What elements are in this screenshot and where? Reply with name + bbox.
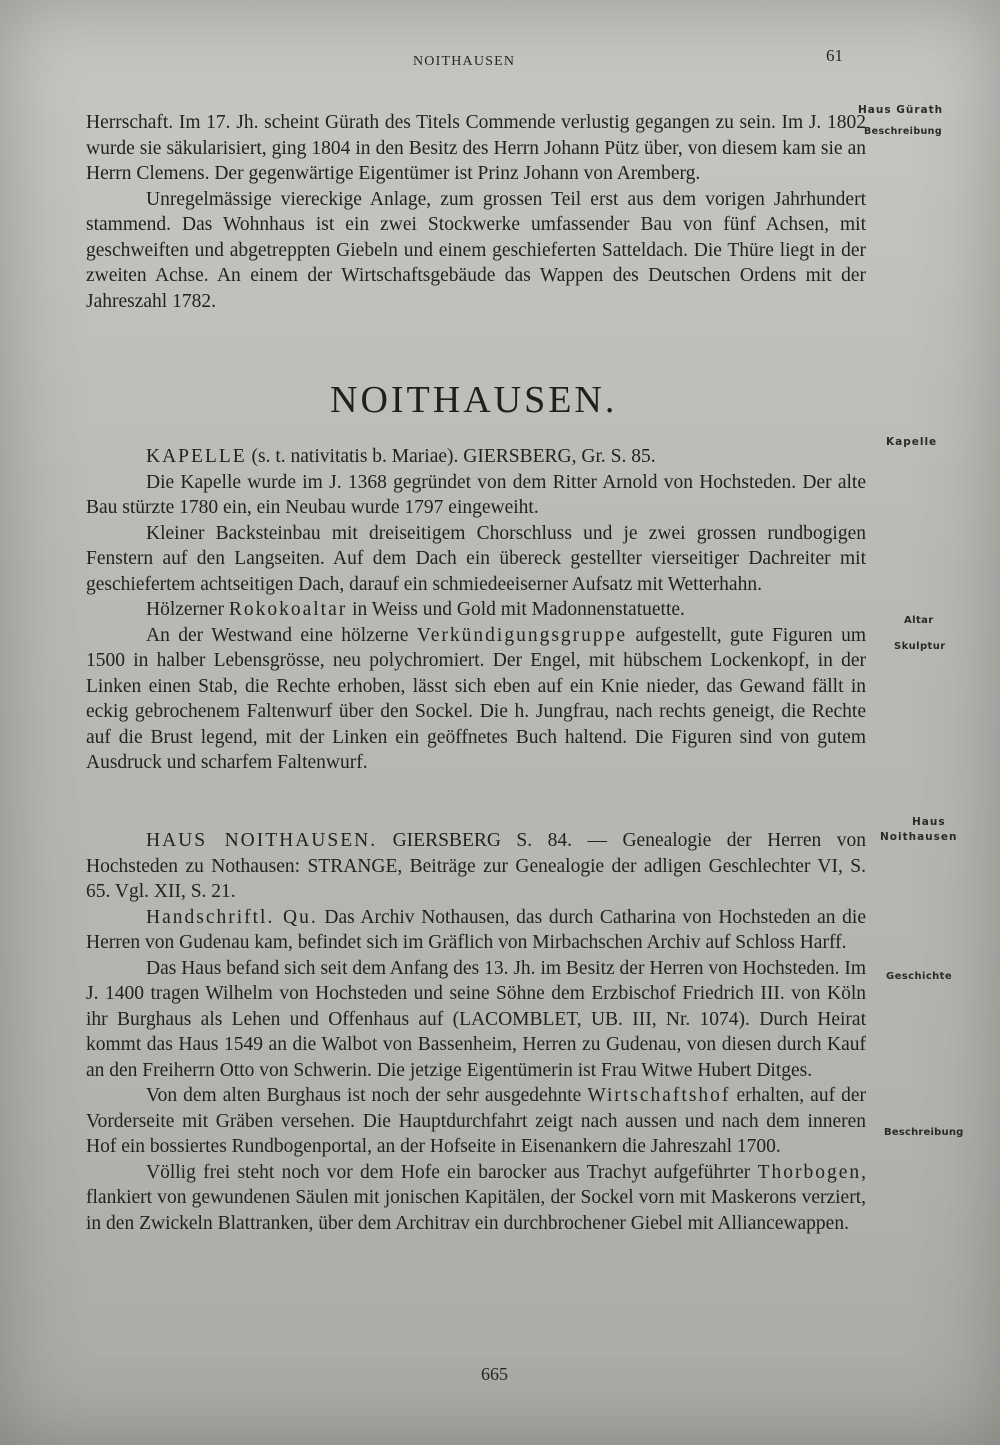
margin-note-beschreibung: Beschreibung bbox=[864, 126, 943, 137]
paragraph bbox=[86, 623, 866, 776]
paragraph: Kleiner Backsteinbau mit dreiseitigem Chorschluss und je zwei grossen rundbogigen Fenstern auf den Langseiten. Auf dem Dach ein übereck gestellter vierseitiger Dachreiter mit geschiefertem achtseitigen Dach, darauf ein schmiedeeiserner Aufsatz mit Wetterhahn. bbox=[86, 522, 866, 595]
emphasis: Wirtschaftshof bbox=[587, 1085, 731, 1106]
kapelle-section bbox=[86, 444, 866, 776]
haus-lead: HAUS NOITHAUSEN. bbox=[146, 830, 378, 851]
section-lead bbox=[86, 828, 866, 905]
paragraph bbox=[86, 1083, 866, 1160]
margin-note-skulptur: Skulptur bbox=[894, 641, 946, 652]
kapelle-lead: KAPELLE bbox=[146, 446, 247, 467]
paragraph bbox=[86, 1160, 866, 1237]
margin-note-beschreibung-2: Beschreibung bbox=[884, 1127, 964, 1138]
text-span: erhalten, auf der Vorderseite mit Gräben versehen. Die Hauptdurchfahrt zeigt nach aussen und nach dem inneren Hof ein bossiertes Rundbogenportal, an der Hofseite in Eisenankern die Jahreszahl 1700. bbox=[86, 1085, 867, 1157]
margin-note-noithausen: Noithausen bbox=[880, 831, 958, 843]
haus-section bbox=[86, 828, 866, 1236]
text-span: in Weiss und Gold mit Madonnenstatuette. bbox=[347, 599, 685, 620]
kapelle-lead-rest: (s. t. nativitatis b. Mariae). GIERSBERG, Gr. S. 85. bbox=[246, 446, 656, 467]
top-text-block bbox=[86, 110, 866, 314]
margin-note-haus-gurath: Haus Gürath bbox=[858, 104, 944, 116]
haus-lead-rest: GIERSBERG S. 84. — Genealogie der Herren von Hochsteden zu Nothausen: STRANGE, Beiträge zur Genealogie der adligen Geschlechter VI, S. 65. Vgl. XII, S. 21. bbox=[86, 830, 866, 902]
paragraph bbox=[86, 905, 866, 956]
text-span: Völlig frei steht noch vor dem Hofe ein barocker aus Trachyt aufgeführter bbox=[146, 1161, 758, 1183]
margin-note-kapelle: Kapelle bbox=[886, 436, 938, 448]
paragraph: Die Kapelle wurde im J. 1368 gegründet von dem Ritter Arnold von Hochsteden. Der alte Bau stürzte 1780 ein, ein Neubau wurde 1797 eingeweiht. bbox=[86, 471, 866, 518]
paragraph bbox=[86, 597, 866, 623]
emphasis: Handschriftl. Qu. bbox=[146, 906, 318, 928]
paragraph: Herrschaft. Im 17. Jh. scheint Gürath des Titels Commende verlustig gegangen zu sein. Im J. 1802 wurde sie säkularisiert, ging 1804 in den Besitz des Herrn Johann Pütz über, von diesem kam sie an Herrn Clemens. Der gegenwärtige Eigentümer ist Prinz Johann von Aremberg. bbox=[86, 112, 866, 184]
emphasis: Thorbogen bbox=[757, 1161, 862, 1183]
section-lead bbox=[86, 444, 866, 470]
margin-note-geschichte: Geschichte bbox=[886, 971, 953, 982]
emphasis: Rokokoaltar bbox=[228, 599, 348, 620]
text-span: Hölzerner bbox=[146, 599, 229, 620]
margin-note-altar: Altar bbox=[904, 615, 934, 626]
text-span: , flankiert von gewundenen Säulen mit jonischen Kapitälen, der Sockel vorn mit Maskerons verziert, in den Zwickeln Blattranken, über dem Architrav ein durchbrochener Giebel mit Alliancewappen. bbox=[86, 1161, 866, 1234]
paragraph: Unregelmässige viereckige Anlage, zum grossen Teil erst aus dem vorigen Jahrhundert stammend. Das Wohnhaus ist ein zwei Stockwerke umfassender Bau von fünf Achsen, mit geschweiften und abgetreppten Giebeln und einem geschieferten Satteldach. Die Thüre liegt in der zweiten Achse. An einem der Wirtschaftsgebäude das Wappen des Deutschen Ordens mit der Jahreszahl 1782. bbox=[86, 188, 866, 312]
margin-note-haus: Haus bbox=[912, 816, 946, 828]
text-span: Das Archiv Nothausen, das durch Catharina von Hochsteden an die Herren von Gudenau kam, befindet sich im Gräflich von Mirbachschen Archiv auf Schloss Harff. bbox=[86, 906, 866, 953]
section-title: NOITHAUSEN. bbox=[330, 379, 618, 421]
paragraph: Das Haus befand sich seit dem Anfang des 13. Jh. im Besitz der Herren von Hochsteden. Im J. 1400 tragen Wilhelm von Hochsteden und seine Söhne dem Erzbischof Friedrich III. von Köln ihr Burghaus als Lehen und Offenhaus auf (LACOMBLET, UB. III, Nr. 1074). Durch Heirat kommt das Haus 1549 an die Walbot von Bassenheim, Herren zu Gudenau, von diesen durch Kauf an den Freiherrn Otto von Schwerin. Die jetzige Eigentümerin ist Frau Witwe Hubert Ditges. bbox=[86, 957, 866, 1081]
page-number-bottom: 665 bbox=[481, 1364, 508, 1384]
emphasis: Verkündigungsgruppe bbox=[416, 624, 628, 646]
text-span: An der Westwand eine hölzerne bbox=[146, 624, 417, 646]
page-number-top: 61 bbox=[826, 46, 843, 65]
running-head: NOITHAUSEN bbox=[413, 54, 516, 69]
text-span: Von dem alten Burghaus ist noch der sehr ausgedehnte bbox=[146, 1085, 588, 1106]
text-span: aufgestellt, gute Figuren um 1500 in halber Lebensgrösse, neu polychromiert. Der Engel, mit hübschem Lockenkopf, in der Linken einen Stab, die Rechte erhoben, lässt sich eben auf ein Knie nieder, das Gewand fällt in eckig gebrochenem Faltenwurf über den Sockel. Die h. Jungfrau, nach rechts geneigt, die Rechte auf die Brust legend, mit der Linken ein geöffnetes Buch haltend. Die Figuren sind von gutem Ausdruck und scharfem Faltenwurf. bbox=[86, 624, 866, 773]
